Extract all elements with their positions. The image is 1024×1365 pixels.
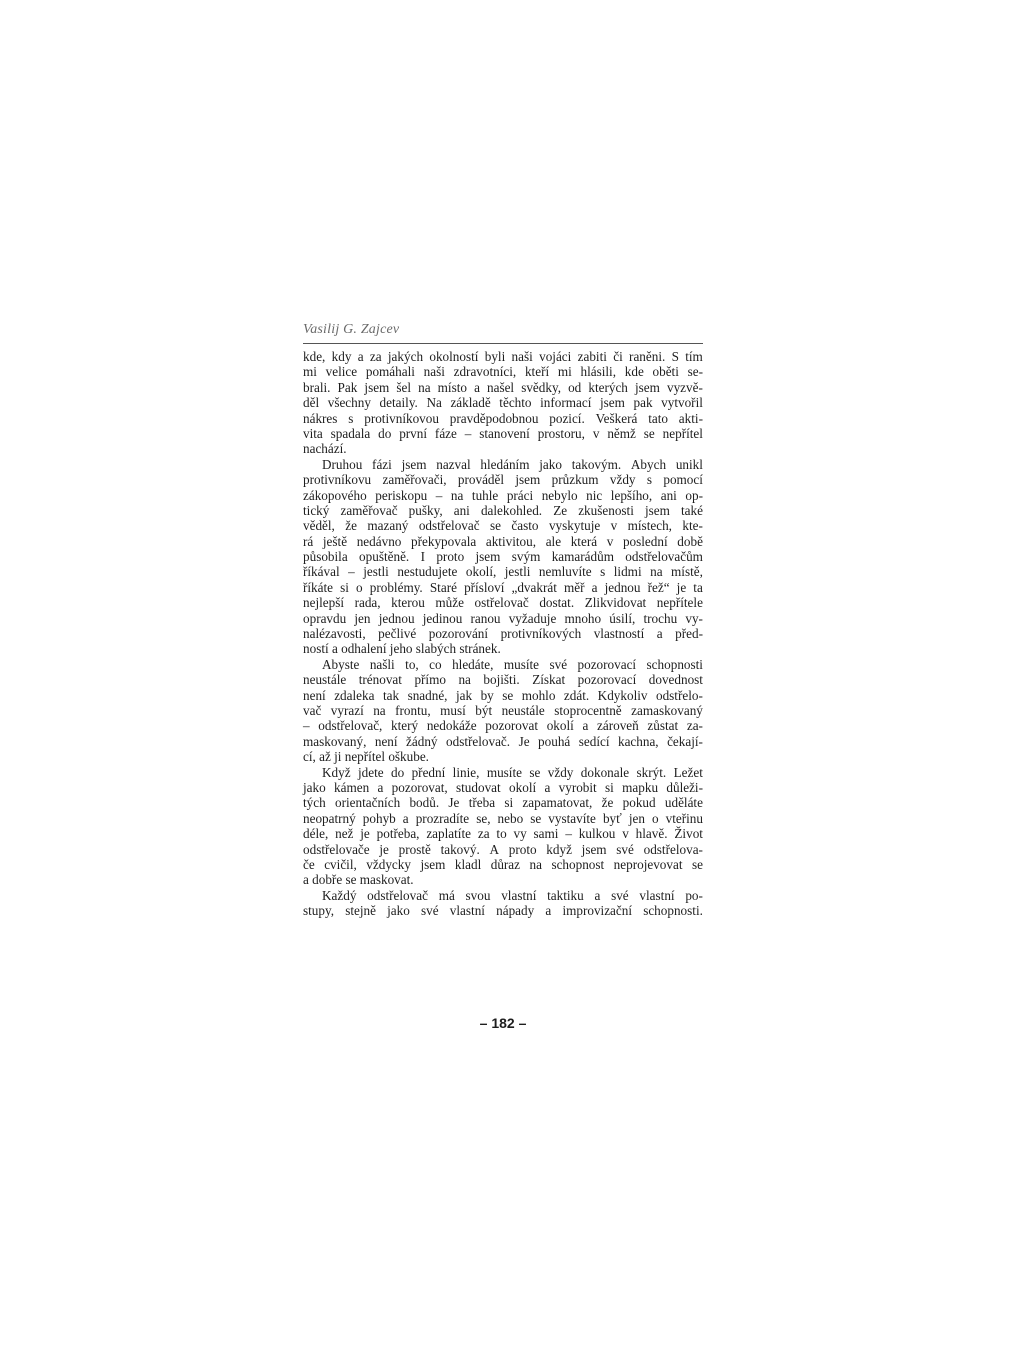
- text-line: děl všechny detaily. Na základě těchto informací jsem pak vytvořil: [303, 395, 703, 411]
- text-line: protivníkovu zaměřovači, prováděl jsem průzkum vždy s pomocí: [303, 472, 703, 488]
- text-line: nákres s protivníkovou pravděpodobnou pozicí. Veškerá tato akti-: [303, 410, 703, 426]
- text-line: stupy, stejně jako své vlastní nápady a improvizační schopnosti.: [303, 903, 703, 919]
- text-line: věděl, že mazaný odstřelovač se často vyskytuje v místech, kte-: [303, 518, 703, 534]
- running-head: [303, 321, 703, 344]
- text-line: cí, až ji nepřítel oškube.: [303, 749, 429, 765]
- page-number: – 182 –: [479, 1015, 527, 1031]
- text-line: mi velice pomáhali naši zdravotníci, kteří mi hlásili, kde oběti se-: [303, 364, 703, 380]
- text-line: Abyste našli to, co hledáte, musíte své pozorovací schopnosti: [322, 656, 703, 672]
- text-line: Druhou fázi jsem nazval hledáním jako takovým. Abych unikl: [322, 456, 703, 472]
- text-line: Každý odstřelovač má svou vlastní taktiku a své vlastní po-: [322, 887, 703, 903]
- text-line: vita spadala do první fáze – stanovení prostoru, v němž se nepřítel: [303, 425, 703, 441]
- text-line: maskovaný, není žádný odstřelovač. Je pouhá sedící kachna, čekají-: [303, 733, 703, 749]
- text-line: a dobře se maskovat.: [303, 872, 414, 888]
- text-line: déle, než je potřeba, zaplatíte za to vy sami – kulkou v hlavě. Život: [303, 826, 703, 842]
- text-line: zákopového periskopu – na tuhle práci nebylo nic lepšího, ani op-: [303, 487, 703, 503]
- text-line: rá ještě nedávno překypovala aktivitou, ale která v poslední době: [303, 533, 703, 549]
- text-line: – odstřelovač, který nedokáže pozorovat okolí a zároveň zůstat za-: [303, 718, 703, 734]
- text-line: říkáte si o problémy. Staré přísloví „dvakrát měř a jednou řež“ je ta: [303, 579, 703, 595]
- text-line: říkával – jestli nestudujete okolí, jestli nemluvíte s lidmi na místě,: [303, 564, 703, 580]
- text-line: Když jdete do přední linie, musíte se vždy dokonale skrýt. Ležet: [322, 764, 703, 780]
- text-line: če cvičil, vždycky jsem kladl důraz na schopnost neprojevovat se: [303, 856, 703, 872]
- text-line: působila opuštěně. I proto jsem svým kamarádům odstřelovačům: [303, 549, 703, 565]
- text-line: nachází.: [303, 441, 347, 457]
- text-line: brali. Pak jsem šel na místo a našel svědky, od kterých jsem vyzvě-: [303, 379, 703, 395]
- text-line: nejlepší rada, kterou může ostřelovač dostat. Zlikvidovat nepřítele: [303, 595, 703, 611]
- body-text: [303, 349, 703, 918]
- text-line: není zdaleka tak snadné, jak by se mohlo zdát. Kdykoliv odstřelo-: [303, 687, 703, 703]
- text-line: tický zaměřovač pušky, ani dalekohled. Ze zkušenosti jsem také: [303, 502, 703, 518]
- text-line: jako kámen a pozorovat, studovat okolí a vyrobit si mapku důleži-: [303, 779, 703, 795]
- text-line: tých orientačních bodů. Je třeba si zapamatovat, že pokud uděláte: [303, 795, 703, 811]
- text-line: neopatrný pohyb a prozradíte se, nebo se vystavíte byť jen o vteřinu: [303, 810, 703, 826]
- running-head-author: Vasilij G. Zajcev: [303, 322, 400, 337]
- text-line: neustále trénovat přímo na bojišti. Získat pozorovací dovednost: [303, 672, 703, 688]
- text-line: ností a odhalení jeho slabých stránek.: [303, 641, 501, 657]
- text-line: nalézavosti, pečlivé pozorování protivníkových vlastností a před-: [303, 626, 703, 642]
- text-line: odstřelovače je prostě takový. A proto když jsem své odstřelova-: [303, 841, 703, 857]
- text-line: opravdu jen jednou jedinou ranou vyžaduje mnoho úsilí, trochu vy-: [303, 610, 703, 626]
- text-line: kde, kdy a za jakých okolností byli naši vojáci zabiti či raněni. S tím: [303, 349, 703, 364]
- text-line: vač vyrazí na frontu, musí být neustále stoprocentně zamaskovaný: [303, 702, 703, 718]
